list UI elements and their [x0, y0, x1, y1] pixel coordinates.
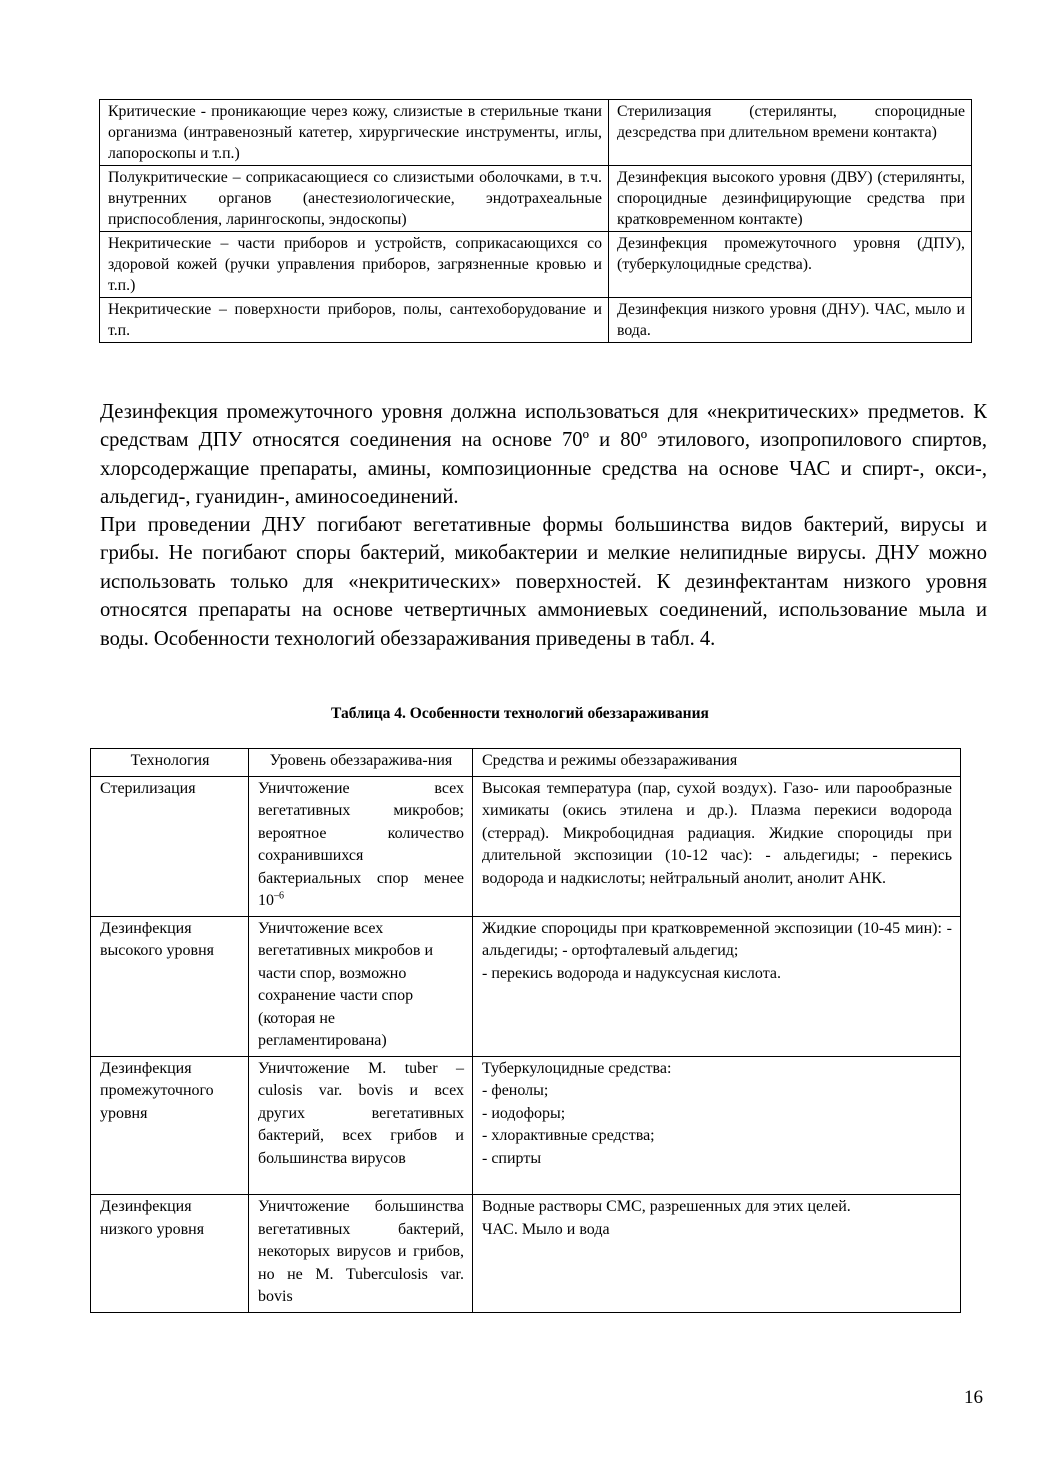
category-cell: Некритические – части приборов и устройств, соприкасающихся со здоровой кожей (ручки управления приборов, загрязненные кровью и т.п.)	[100, 232, 609, 298]
means-line: - иодофоры;	[482, 1104, 566, 1122]
table-caption: Таблица 4. Особенности технологий обеззараживания	[331, 705, 709, 722]
exponent: –6	[274, 890, 284, 902]
table-row	[100, 166, 972, 232]
header-cell: Средства и режимы обеззараживания	[473, 749, 961, 777]
means-line: - спирты	[482, 1149, 542, 1167]
means-line: - хлорактивные средства;	[482, 1127, 655, 1144]
means-line: ЧАС. Мыло и вода	[482, 1220, 610, 1238]
means-cell: Высокая температура (пар, сухой воздух). Газо- или парообразные химикаты (окись этилена и др.). Плазма перекиси водорода (стеррад). Микробоцидная радиация. Жидкие спороциды при длительной экспозиции (10-12 час): - альдегиды; - перекись водорода и надкислоты; нейтральный анолит, анолит АНК.	[473, 776, 961, 916]
means-line: - фенолы;	[482, 1082, 549, 1099]
level-cell	[249, 776, 473, 916]
means-cell	[473, 916, 961, 1056]
level-cell: Уничтожение большинства вегетативных бактерий, некоторых вирусов и грибов, но не M. Tuberculosis var. bovis	[249, 1195, 473, 1313]
technology-cell: Дезинфекция промежуточного уровня	[91, 1056, 249, 1195]
method-cell: Дезинфекция низкого уровня (ДНУ). ЧАС, мыло и вода.	[609, 298, 972, 343]
technology-cell: Дезинфекция низкого уровня	[91, 1195, 249, 1313]
technology-cell: Стерилизация	[91, 776, 249, 916]
page-number: 16	[964, 1387, 983, 1408]
level-cell: Уничтожение M. tuber – culosis var. bovis и всех других вегетативных бактерий, всех грибов и большинства вирусов	[249, 1056, 473, 1195]
header-cell: Технология	[91, 749, 249, 777]
means-cell	[473, 1056, 961, 1195]
category-cell: Критические - проникающие через кожу, слизистые в стерильные ткани организма (интравенозный катетер, хирургические инструменты, иглы, лапороскопы и т.п.)	[100, 100, 609, 166]
table-row	[91, 1195, 961, 1313]
paragraph: Дезинфекция промежуточного уровня должна использоваться для «некритических» предметов. К средствам ДПУ относятся соединения на основе 70º и 80º этилового, изопропилового спиртов, хлорсодержащие препараты, амины, композиционные средства на основе ЧАС и спирт-, окси-, альдегид-, гуанидин-, аминосоединений.	[100, 401, 987, 509]
means-line: Туберкулоцидные средства:	[482, 1059, 672, 1077]
table-row	[91, 776, 961, 916]
method-cell: Дезинфекция промежуточного уровня (ДПУ), (туберкулоцидные средства).	[609, 232, 972, 298]
header-cell: Уровень обеззаражива-ния	[249, 749, 473, 777]
table-row	[91, 916, 961, 1056]
table-row	[100, 100, 972, 166]
technology-cell: Дезинфекция высокого уровня	[91, 916, 249, 1056]
method-cell: Стерилизация (стерилянты, спороцидные дезсредства при длительном времени контакта)	[609, 100, 972, 166]
paragraph: При проведении ДНУ погибают вегетативные формы большинства видов бактерий, вирусы и грибы. Не погибают споры бактерий, микобактерии и мелкие нелипидные вирусы. ДНУ можно использовать только для «некритических» поверхностей. К дезинфектантам низкого уровня относятся препараты на основе четвертичных аммониевых соединений, использование мыла и воды. Особенности технологий обеззараживания приведены в табл. 4.	[100, 514, 987, 650]
classification-table	[99, 99, 972, 343]
means-line: Водные растворы СМС, разрешенных для этих целей.	[482, 1198, 851, 1215]
level-cell: Уничтожение всех вегетативных микробов и части спор, возможно сохранение части спор (которая не регламентирована)	[249, 916, 473, 1056]
method-cell: Дезинфекция высокого уровня (ДВУ) (стерилянты, спороцидные дезинфицирующие средства при кратковременном контакте)	[609, 166, 972, 232]
table-row	[100, 298, 972, 343]
table-row	[91, 1056, 961, 1195]
means-line: Жидкие спороциды при кратковременной экспозиции (10-45 мин): - альдегиды; - ортофталевый альдегид;	[482, 919, 952, 959]
category-cell: Полукритические – соприкасающиеся со слизистыми оболочками, в т.ч. внутренних органов (анестезиологические, эндотрахеальные приспособления, ларингоскопы, эндоскопы)	[100, 166, 609, 232]
level-text: Уничтожение всех вегетативных микробов; вероятное количество сохранившихся бактериальных спор менее 10	[258, 779, 464, 909]
technologies-table	[90, 748, 961, 1313]
means-line: - перекись водорода и надуксусная кислота.	[482, 964, 781, 982]
table-header-row	[91, 749, 961, 777]
means-cell	[473, 1195, 961, 1313]
category-cell: Некритические – поверхности приборов, полы, сантехоборудование и т.п.	[100, 298, 609, 343]
table-row	[100, 232, 972, 298]
